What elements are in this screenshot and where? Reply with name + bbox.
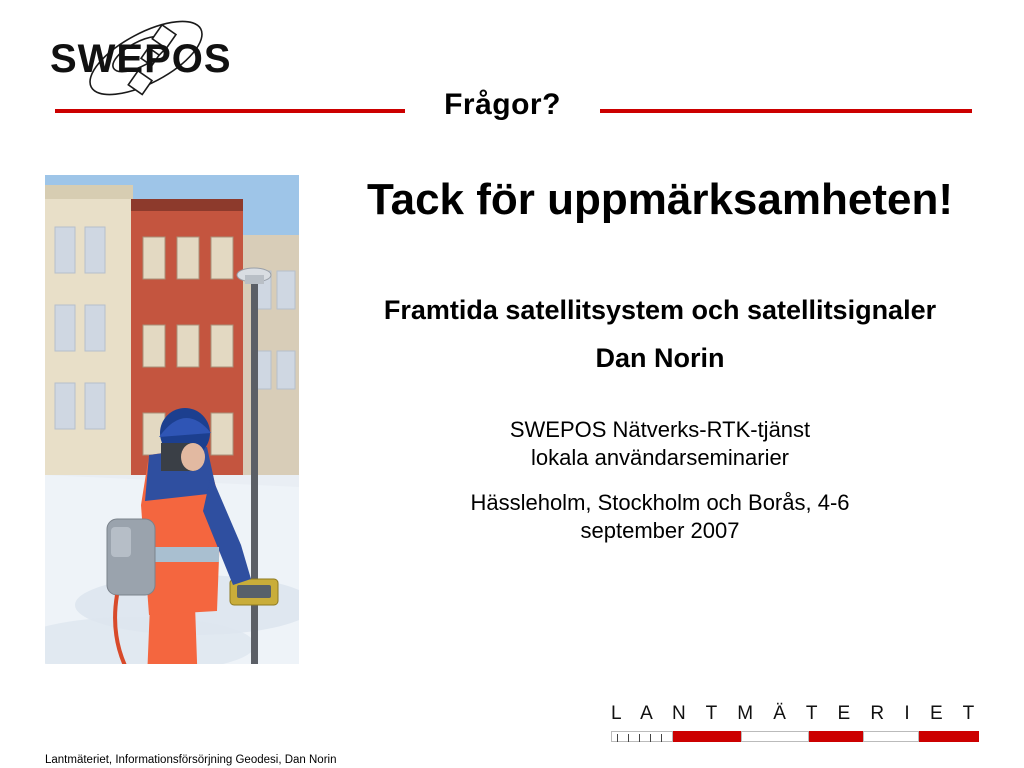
places-line-1: Hässleholm, Stockholm och Borås, 4-6 (470, 490, 850, 516)
swepos-logo (48, 14, 248, 104)
service-info (330, 416, 990, 471)
footer-note: Lantmäteriet, Informationsförsörjning Geodesi, Dan Norin (45, 754, 337, 766)
title-rule-left (55, 109, 405, 113)
slide-header (0, 0, 1024, 140)
service-line-2: lokala användarseminarier (530, 444, 790, 470)
lantmateriet-logo (611, 703, 981, 742)
surveyor-photo (45, 175, 299, 664)
title-rule-right (600, 109, 972, 113)
places-info (330, 489, 990, 544)
lantmateriet-wordmark: L A N T M Ä T E R I E T (611, 703, 982, 724)
scalebar-ticks (611, 731, 673, 742)
service-line-1: SWEPOS Nätverks-RTK-tjänst (509, 417, 811, 443)
subhead: Framtida satellitsystem och satellitsignaler (383, 295, 937, 326)
presenter-name: Dan Norin (595, 343, 725, 374)
headline: Tack för uppmärksamheten! (366, 175, 953, 224)
slide-body (330, 175, 990, 544)
lantmateriet-scalebar (611, 731, 979, 742)
swepos-wordmark: SWEPOS (50, 37, 232, 81)
page-title: Frågor? (405, 88, 600, 122)
places-line-2: september 2007 (580, 517, 740, 543)
